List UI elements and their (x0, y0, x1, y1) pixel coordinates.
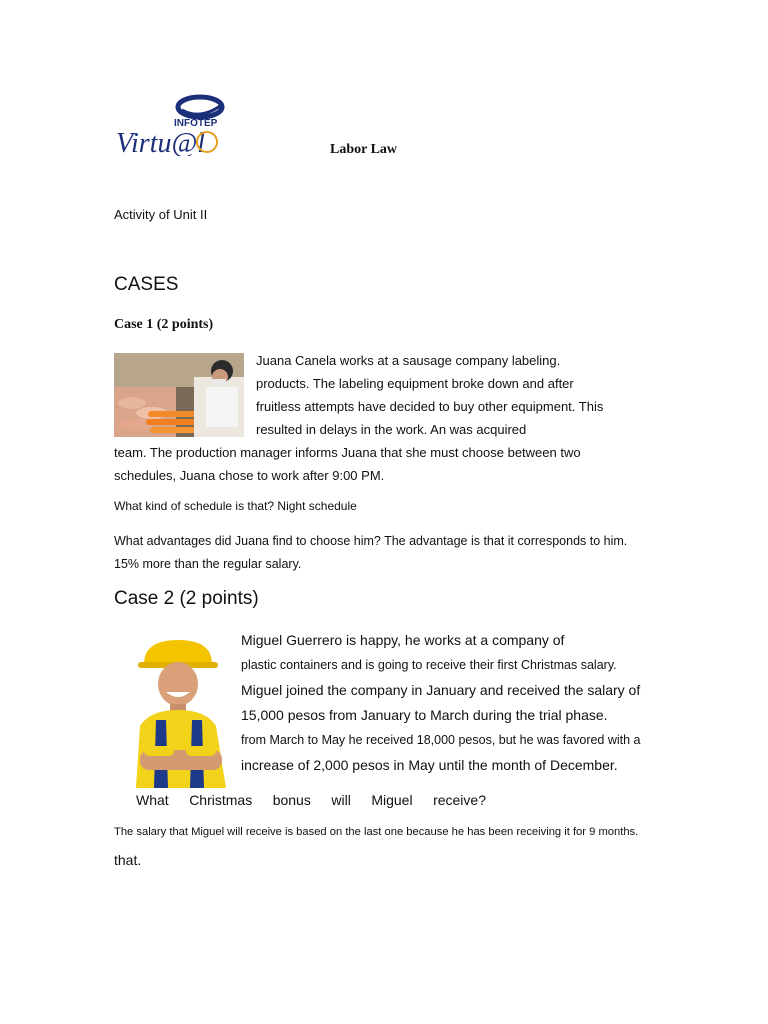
question-word: What (136, 792, 169, 808)
case2-line: plastic containers and is going to receive their first Christmas salary. (241, 658, 617, 672)
case1-line: Juana Canela works at a sausage company labeling. (256, 353, 561, 368)
case1-line: schedules, Juana chose to work after 9:00 PM. (114, 468, 385, 483)
infotep-virtual-logo (114, 94, 236, 156)
question-word: bonus (272, 792, 311, 808)
case2-answer-tail: that. (114, 852, 142, 868)
case2-question (136, 792, 486, 808)
case1-question2-line: 15% more than the regular salary. (114, 557, 302, 571)
question-word: receive? (433, 792, 486, 808)
document-title: Labor Law (330, 142, 398, 157)
case2-line: Miguel Guerrero is happy, he works at a company of (241, 632, 565, 648)
question-word: will (331, 792, 351, 808)
case2-line: 15,000 pesos from January to March during the trial phase. (241, 707, 608, 723)
logo-text: INFOTEP (174, 118, 218, 129)
section-title: CASES (114, 274, 179, 295)
case2-line: from March to May he received 18,000 pesos, but he was favored with a (241, 733, 641, 747)
activity-label: Activity of Unit II (114, 207, 208, 222)
case2-line: Miguel joined the company in January and received the salary of (241, 682, 641, 698)
question-word: Christmas (189, 792, 253, 808)
question-word: Miguel (371, 792, 413, 808)
sausage-factory-photo (114, 353, 244, 437)
case1-question2 (114, 530, 659, 576)
case1-line: fruitless attempts have decided to buy other equipment. This (256, 399, 604, 414)
case1-line: team. The production manager informs Juana that she must choose between two (114, 445, 581, 460)
case1-line: products. The labeling equipment broke down and after (256, 376, 574, 391)
case2-title: Case 2 (2 points) (114, 588, 259, 609)
case2-line: increase of 2,000 pesos in May until the month of December. (241, 757, 618, 773)
worker-photo (130, 640, 230, 788)
logo-script: Virtu@l (116, 128, 206, 156)
case1-question1: What kind of schedule is that? Night schedule (114, 499, 357, 513)
case1-line: resulted in delays in the work. An was acquired (256, 422, 527, 437)
case1-title: Case 1 (2 points) (114, 317, 214, 332)
case2-paragraph (241, 628, 677, 778)
case2-answer: The salary that Miguel will receive is based on the last one because he has been receiving it for 9 months. (114, 826, 639, 838)
case1-question2-line: What advantages did Juana find to choose him? The advantage is that it corresponds to him. (114, 534, 628, 548)
